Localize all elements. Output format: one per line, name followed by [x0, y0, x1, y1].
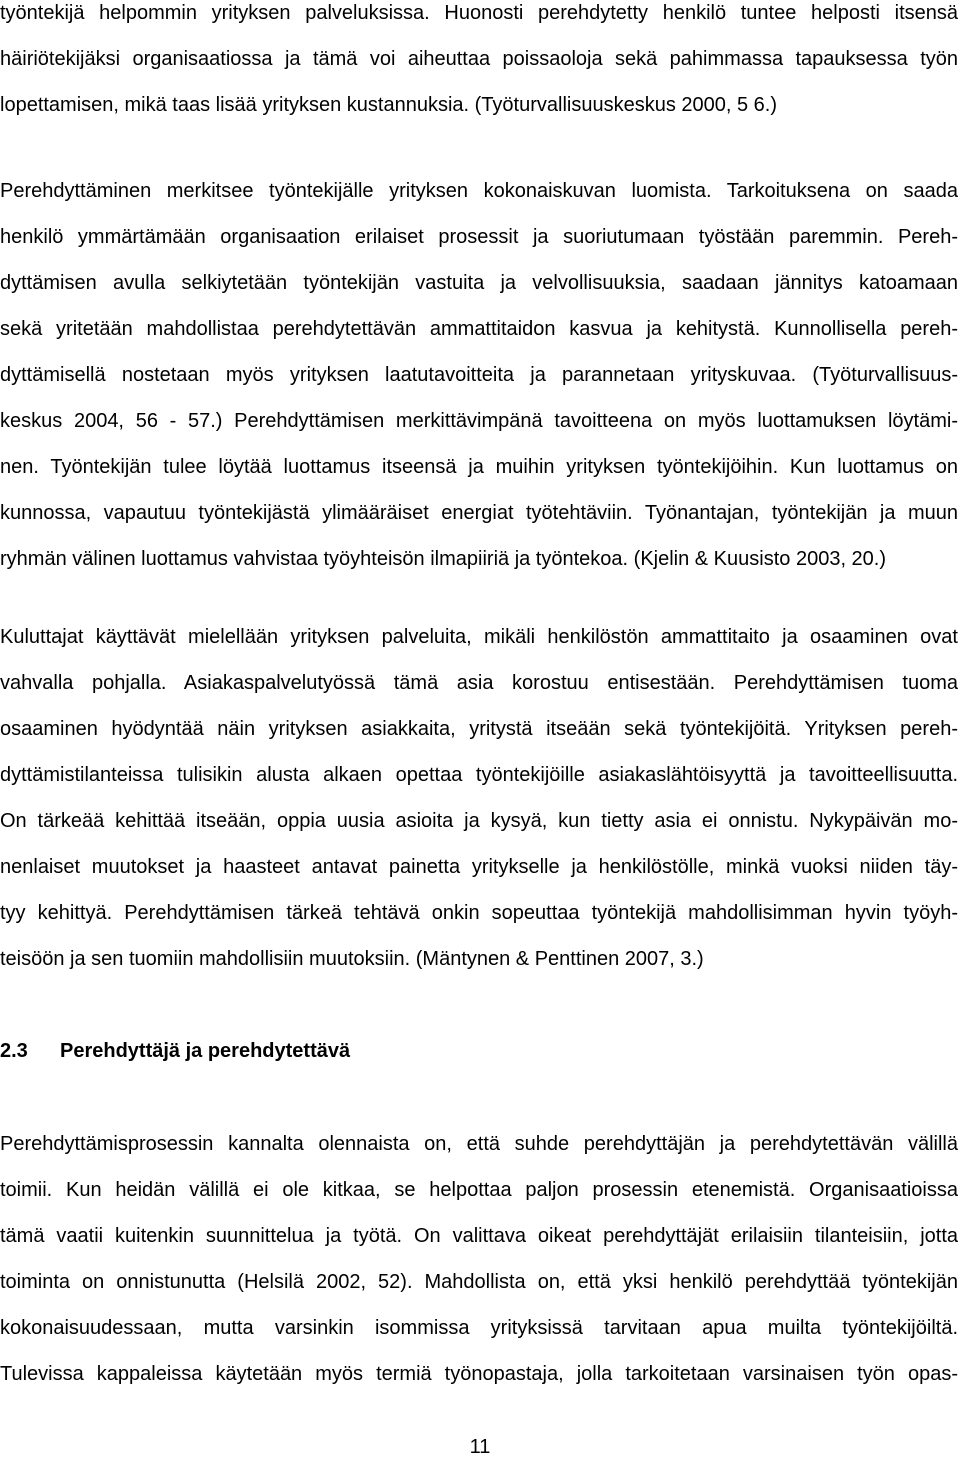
text-line: Tulevissa kappaleissa käytetään myös termiä työnopastaja, jolla tarkoitetaan varsinaisen työn opas- [0, 1363, 958, 1385]
text-line: teisöön ja sen tuomiin mahdollisiin muutoksiin. (Mäntynen & Penttinen 2007, 3.) [0, 948, 704, 970]
text-line: Perehdyttäminen merkitsee työntekijälle yrityksen kokonaiskuvan luomista. Tarkoituksena on saada [0, 180, 958, 202]
text-line: dyttämisen avulla selkiytetään työntekijän vastuita ja velvollisuuksia, saadaan jännitys katoamaan [0, 272, 958, 294]
text-line: nenlaiset muutokset ja haasteet antavat painetta yritykselle ja henkilöstölle, minkä vuoksi niiden täy- [0, 856, 958, 878]
text-line: ryhmän välinen luottamus vahvistaa työyhteisön ilmapiiriä ja työntekoa. (Kjelin & Kuusisto 2003, 20.) [0, 548, 887, 570]
text-line: Kuluttajat käyttävät mielellään yrityksen palveluita, mikäli henkilöstön ammattitaito ja osaaminen ovat [0, 626, 958, 648]
text-line: osaaminen hyödyntää näin yrityksen asiakkaita, yritystä itseään sekä työntekijöitä. Yrityksen pereh- [0, 718, 958, 740]
text-line: henkilö ymmärtämään organisaation erilaiset prosessit ja suoriutumaan työstään paremmin. Pereh- [0, 226, 958, 248]
text-line: dyttämistilanteissa tulisikin alusta alkaen opettaa työntekijöille asiakaslähtöisyyttä ja tavoitteellisuutta. [0, 764, 958, 786]
text-line: nen. Työntekijän tulee löytää luottamus itseensä ja muihin yrityksen työntekijöihin. Kun luottamus on [0, 456, 958, 478]
text-line: työntekijä helpommin yrityksen palveluksissa. Huonosti perehdytetty henkilö tuntee helposti itsensä [0, 2, 958, 24]
text-line: lopettamisen, mikä taas lisää yrityksen kustannuksia. (Työturvallisuuskeskus 2000, 5 6.) [0, 94, 778, 116]
text-line: häiriötekijäksi organisaatiossa ja tämä voi aiheuttaa poissaoloja sekä pahimmassa tapauksessa työn [0, 48, 958, 70]
section-title: Perehdyttäjä ja perehdytettävä [60, 1040, 351, 1062]
text-line: toiminta on onnistunutta (Helsilä 2002, 52). Mahdollista on, että yksi henkilö perehdyttää työntekijän [0, 1271, 958, 1293]
text-line: toimii. Kun heidän välillä ei ole kitkaa, se helpottaa paljon prosessin etenemistä. Organisaatioissa [0, 1179, 958, 1201]
text-line: vahvalla pohjalla. Asiakaspalvelutyössä tämä asia korostuu entisestään. Perehdyttämisen tuoma [0, 672, 958, 694]
text-line: tämä vaatii kuitenkin suunnittelua ja työtä. On valittava oikeat perehdyttäjät erilaisiin tilanteisiin, jotta [0, 1225, 958, 1247]
section-heading [0, 1038, 350, 1064]
text-line: dyttämisellä nostetaan myös yrityksen laatutavoitteita ja parannetaan yrityskuvaa. (Työturvallisuus- [0, 364, 958, 386]
page-number: 11 [469, 1436, 491, 1458]
text-line: sekä yritetään mahdollistaa perehdytettävän ammattitaidon kasvua ja kehitystä. Kunnollisella pereh- [0, 318, 958, 340]
text-line: On tärkeää kehittää itseään, oppia uusia asioita ja kysyä, kun tietty asia ei onnistu. Nykypäivän mo- [0, 810, 958, 832]
text-line: tyy kehittyä. Perehdyttämisen tärkeä tehtävä onkin sopeuttaa työntekijä mahdollisimman hyvin työyh- [0, 902, 958, 924]
text-line: Perehdyttämisprosessin kannalta olennaista on, että suhde perehdyttäjän ja perehdytettävän välillä [0, 1133, 958, 1155]
section-number: 2.3 [0, 1040, 28, 1062]
text-line: kokonaisuudessaan, mutta varsinkin isommissa yrityksissä tarvitaan apua muilta työntekijöiltä. [0, 1317, 958, 1339]
text-line: kunnossa, vapautuu työntekijästä ylimääräiset energiat työtehtäviin. Työnantajan, työntekijän ja muun [0, 502, 958, 524]
text-line: keskus 2004, 56 - 57.) Perehdyttämisen merkittävimpänä tavoitteena on myös luottamuksen löytämi- [0, 410, 958, 432]
